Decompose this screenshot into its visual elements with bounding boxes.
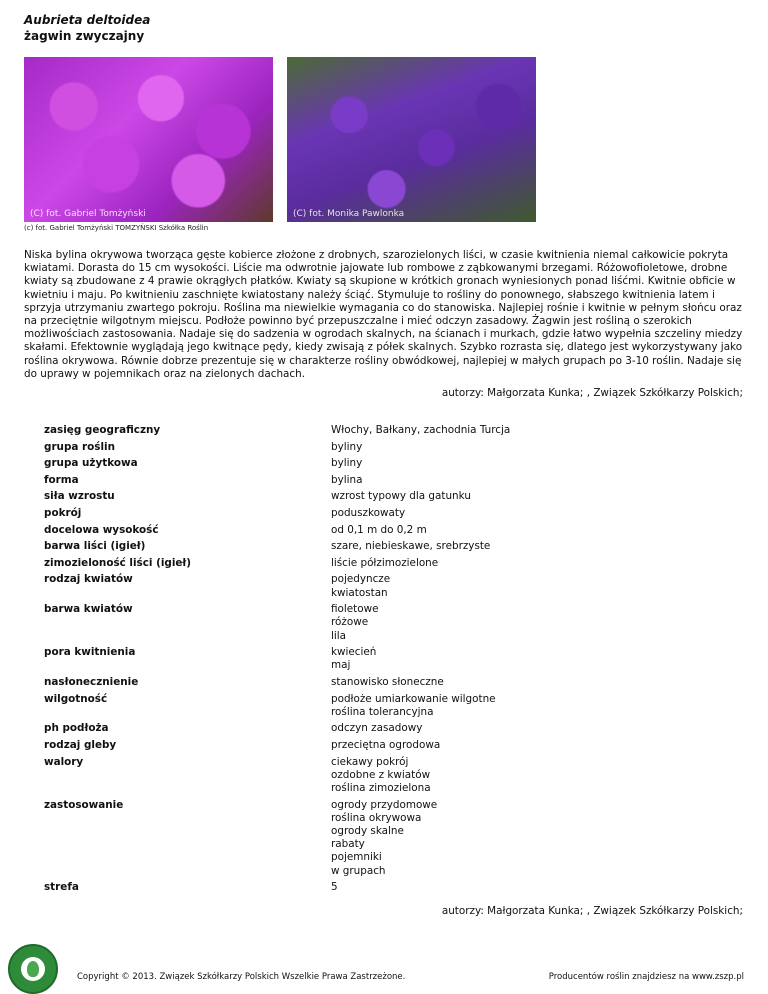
property-label: zastosowanie (44, 798, 124, 811)
property-value-line: od 0,1 m do 0,2 m (331, 523, 427, 536)
property-value (331, 474, 362, 487)
property-value (331, 507, 405, 520)
property-value-line: lila (331, 629, 347, 642)
photo-credit: (c) fot. Gabriel Tomżyński TOMZYŃSKI Szkółka Roślin (24, 224, 209, 232)
property-value-line: roślina okrywowa (331, 811, 422, 824)
property-label: zasięg geograficzny (44, 424, 161, 436)
property-value (331, 457, 362, 470)
property-label: siła wzrostu (44, 490, 115, 503)
property-label: pokrój (44, 507, 82, 519)
property-value (331, 441, 362, 454)
property-label: zimozieloność liści (igieł) (44, 556, 192, 569)
property-value-line: rabaty (331, 838, 365, 851)
property-value-line: ogrody skalne (331, 825, 404, 837)
property-value (331, 540, 490, 553)
property-value-line: wzrost typowy dla gatunku (331, 490, 471, 503)
property-value-line: ciekawy pokrój (331, 755, 409, 768)
property-label: forma (44, 473, 79, 486)
property-value-line: byliny (331, 457, 363, 470)
property-label: docelowa wysokość (44, 523, 159, 536)
property-value-line: fioletowe (331, 603, 379, 616)
property-label: strefa (44, 881, 79, 894)
plant-description: Niska bylina okrywowa tworząca gęste kobierce złożone z drobnych, szarozielonych liści, w czasie kwitnienia niemal całkowicie pokryta kwiatami. Dorasta do 15 cm wysokości. Liście ma odwrotnie jajowate lub rombowe z ząbkowanymi brzegami. Różowofioletowe, drobne kwiaty są zbudowane z 4 prawie okrągłych płatków. Kwiaty są skupione w krótkich gronach wyniesionych ponad liśćmi. Kwitnie obficie w kwietniu i maju. Po kwitnieniu zaschnięte kwiatostany należy ściąć. Stymuluje to rośliny do ponownego, słabszego kwitnienia latem i sprzyja utrzymaniu zwartego pokroju. Roślina ma niewielkie wymagania co do stanowiska. Najlepiej rośnie i kwitnie w pełnym słońcu oraz na przeciętnie wilgotnym miejscu. Podłoże powinno być przepuszczalne i mieć odczyn zasadowy. Żagwin jest rośliną o szerokich możliwościach zastosowania. Nadaje się do sadzenia w ogrodach skalnych, na ścianach i murkach, gdzie łatwo wypełnia szczeliny miedzy skałami. Efektownie wyglądają jego kwitnące pędy, kiedy zwisają z półek skalnych. Szybko rozrasta się, dlatego jest wykorzystywany jako roślina okrywowa. Równie dobrze prezentuje się w charakterze rośliny obwódkowej, najlepiej w małych grupach po 3-10 roślin. Nadaje się do uprawy w pojemnikach oraz na zielonych dachach. (24, 249, 743, 380)
property-label: nasłonecznienie (44, 676, 139, 688)
footer-copyright: Copyright © 2013. Związek Szkółkarzy Polskich Wszelkie Prawa Zastrzeżone. (77, 972, 406, 982)
leaf-icon (27, 961, 39, 977)
property-value-line: 5 (331, 881, 338, 894)
property-value (331, 573, 390, 599)
property-value-line: bylina (331, 473, 363, 486)
property-value-line: podłoże umiarkowanie wilgotne (331, 692, 496, 705)
property-label: wilgotność (44, 692, 108, 705)
property-value-line: liście półzimozielone (331, 556, 439, 569)
property-value-line: poduszkowaty (331, 507, 406, 519)
property-label: grupa użytkowa (44, 457, 138, 470)
property-value (331, 676, 444, 689)
property-value (331, 646, 376, 672)
property-value (331, 722, 422, 735)
property-label: rodzaj gleby (44, 739, 117, 751)
property-value (331, 756, 431, 796)
zszp-logo (8, 944, 58, 994)
property-value (331, 424, 510, 437)
footer-link[interactable]: Producentów roślin znajdziesz na www.zszp.pl (548, 972, 744, 982)
property-value-line: stanowisko słoneczne (331, 676, 444, 688)
property-label: pora kwitnienia (44, 646, 136, 659)
property-label: rodzaj kwiatów (44, 573, 133, 586)
property-label: walory (44, 755, 84, 768)
property-value (331, 490, 471, 503)
property-label: barwa kwiatów (44, 603, 133, 616)
property-value-line: różowe (331, 616, 369, 629)
property-value-line: pojedyncze (331, 573, 391, 586)
property-value-line: pojemniki (331, 851, 382, 864)
authors-bottom: autorzy: Małgorzata Kunka; , Związek Szkółkarzy Polskich; (441, 905, 743, 917)
property-value-line: roślina zimozielona (331, 782, 431, 794)
plant-latin-name: Aubrieta deltoidea (24, 13, 151, 27)
property-value-line: byliny (331, 440, 363, 453)
property-value-line: Włochy, Bałkany, zachodnia Turcja (331, 424, 511, 436)
property-value-line: maj (331, 659, 351, 672)
photo-2-caption: (C) fot. Monika Pawlonka (293, 209, 405, 219)
property-label: grupa roślin (44, 440, 115, 453)
property-value (331, 881, 338, 894)
authors-top: autorzy: Małgorzata Kunka; , Związek Szkółkarzy Polskich; (441, 387, 743, 399)
property-value (331, 603, 379, 643)
property-value (331, 739, 440, 752)
plant-photo-2 (287, 57, 536, 222)
property-value-line: przeciętna ogrodowa (331, 739, 441, 751)
property-value-line: roślina tolerancyjna (331, 705, 434, 718)
property-value (331, 524, 427, 537)
property-value-line: szare, niebieskawe, srebrzyste (331, 540, 491, 553)
plant-polish-name: żagwin zwyczajny (24, 29, 145, 43)
photo-1-caption: (C) fot. Gabriel Tomżyński (30, 209, 146, 219)
property-value-line: odczyn zasadowy (331, 722, 423, 735)
property-label: barwa liści (igieł) (44, 540, 146, 553)
plant-photo-1 (24, 57, 273, 222)
property-value (331, 557, 438, 570)
property-value (331, 693, 496, 719)
property-value-line: ozdobne z kwiatów (331, 768, 431, 781)
property-value-line: kwiecień (331, 646, 377, 659)
property-value-line: kwiatostan (331, 586, 388, 599)
property-value (331, 799, 437, 878)
property-value-line: w grupach (331, 864, 386, 877)
property-label: ph podłoża (44, 722, 109, 735)
property-value-line: ogrody przydomowe (331, 798, 438, 811)
